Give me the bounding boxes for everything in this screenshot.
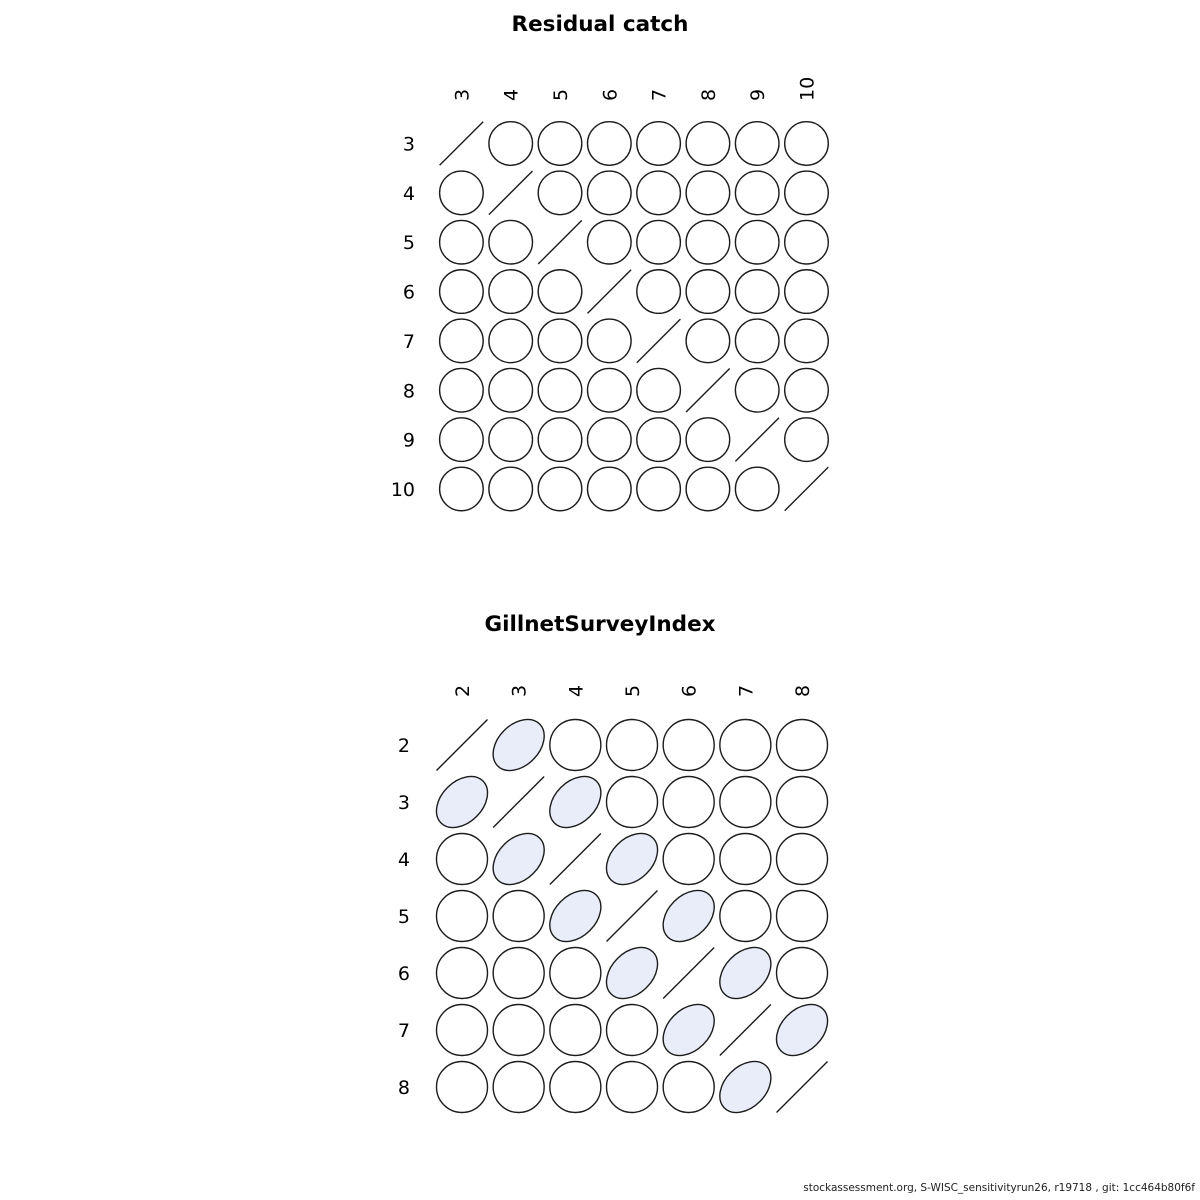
positive-corr-ellipse	[710, 938, 781, 1009]
col-label: 2	[452, 684, 474, 697]
col-label: 7	[735, 684, 758, 697]
zero-corr-circle	[726, 359, 788, 421]
row-label: 4	[402, 182, 415, 205]
zero-corr-circle	[480, 458, 542, 520]
col-label: 8	[792, 684, 815, 697]
zero-corr-circle	[539, 994, 611, 1066]
col-label: 8	[697, 88, 720, 101]
zero-corr-circle	[726, 261, 788, 323]
diagonal-line	[437, 720, 488, 771]
zero-corr-circle	[596, 1051, 668, 1123]
zero-corr-circle	[529, 359, 591, 421]
diagonal-line	[735, 418, 779, 462]
diagonal-line	[777, 1062, 828, 1113]
diagonal-line	[489, 171, 533, 215]
zero-corr-circle	[480, 261, 542, 323]
diagonal-line	[686, 368, 730, 412]
zero-corr-circle	[628, 409, 690, 471]
col-label: 6	[678, 684, 701, 697]
positive-corr-ellipse	[597, 824, 668, 895]
zero-corr-circle	[677, 162, 739, 224]
zero-corr-circle	[529, 162, 591, 224]
zero-corr-circle	[596, 709, 668, 781]
zero-corr-circle	[431, 261, 493, 323]
zero-corr-circle	[776, 261, 838, 323]
zero-corr-circle	[529, 261, 591, 323]
col-label: 10	[796, 76, 819, 101]
positive-corr-ellipse	[710, 1052, 781, 1123]
zero-corr-circle	[426, 823, 498, 895]
zero-corr-circle	[539, 1051, 611, 1123]
zero-corr-circle	[480, 211, 542, 273]
zero-corr-circle	[426, 994, 498, 1066]
row-label: 6	[397, 963, 410, 985]
diagonal-line	[663, 948, 714, 999]
col-label: 6	[599, 88, 622, 101]
row-label: 10	[390, 478, 415, 501]
footer-annotation: stockassessment.org, S-WISC_sensitivityrun26, r19718 , git: 1cc464b80f6f	[803, 1182, 1195, 1194]
zero-corr-circle	[426, 880, 498, 952]
zero-corr-circle	[709, 880, 781, 952]
zero-corr-circle	[677, 310, 739, 372]
zero-corr-circle	[709, 823, 781, 895]
zero-corr-circle	[483, 880, 555, 952]
row-label: 5	[402, 232, 415, 255]
zero-corr-circle	[431, 211, 493, 273]
diagonal-line	[550, 834, 601, 885]
zero-corr-circle	[529, 458, 591, 520]
zero-corr-circle	[776, 359, 838, 421]
zero-corr-circle	[628, 211, 690, 273]
row-label: 4	[397, 849, 410, 871]
row-label: 3	[402, 133, 415, 156]
zero-corr-circle	[766, 937, 838, 1009]
positive-corr-ellipse	[540, 881, 611, 952]
zero-corr-circle	[480, 113, 542, 175]
col-label: 4	[500, 88, 523, 101]
zero-corr-circle	[578, 113, 640, 175]
row-label: 3	[397, 792, 410, 814]
zero-corr-circle	[726, 113, 788, 175]
zero-corr-circle	[628, 359, 690, 421]
col-label: 5	[550, 88, 572, 101]
zero-corr-circle	[480, 409, 542, 471]
positive-corr-ellipse	[653, 995, 724, 1066]
correlation-matrix-0	[391, 12, 838, 520]
zero-corr-circle	[709, 709, 781, 781]
row-label: 8	[397, 1077, 410, 1099]
zero-corr-circle	[776, 310, 838, 372]
zero-corr-circle	[726, 458, 788, 520]
zero-corr-circle	[766, 823, 838, 895]
zero-corr-circle	[677, 113, 739, 175]
diagonal-line	[440, 122, 484, 166]
diagonal-line	[720, 1005, 771, 1056]
positive-corr-ellipse	[767, 995, 838, 1066]
zero-corr-circle	[431, 310, 493, 372]
col-label: 5	[622, 684, 645, 697]
zero-corr-circle	[628, 458, 690, 520]
zero-corr-circle	[653, 766, 725, 838]
zero-corr-circle	[709, 766, 781, 838]
zero-corr-circle	[483, 937, 555, 1009]
zero-corr-circle	[483, 994, 555, 1066]
zero-corr-circle	[431, 458, 493, 520]
zero-corr-circle	[596, 994, 668, 1066]
diagonal-line	[785, 467, 829, 511]
zero-corr-circle	[578, 409, 640, 471]
row-label: 9	[402, 429, 415, 452]
zero-corr-circle	[776, 409, 838, 471]
zero-corr-circle	[726, 211, 788, 273]
col-label: 9	[747, 88, 770, 101]
zero-corr-circle	[776, 211, 838, 273]
row-label: 5	[397, 906, 410, 928]
zero-corr-circle	[480, 359, 542, 421]
zero-corr-circle	[677, 261, 739, 323]
diagonal-line	[538, 220, 582, 264]
zero-corr-circle	[766, 880, 838, 952]
zero-corr-circle	[483, 1051, 555, 1123]
zero-corr-circle	[431, 409, 493, 471]
zero-corr-circle	[596, 766, 668, 838]
zero-corr-circle	[578, 458, 640, 520]
diagonal-line	[607, 891, 658, 942]
zero-corr-circle	[726, 310, 788, 372]
zero-corr-circle	[578, 310, 640, 372]
row-label: 7	[402, 330, 415, 353]
row-label: 6	[402, 281, 415, 304]
row-label: 7	[397, 1020, 410, 1042]
zero-corr-circle	[628, 261, 690, 323]
zero-corr-circle	[776, 113, 838, 175]
zero-corr-circle	[529, 310, 591, 372]
positive-corr-ellipse	[540, 767, 611, 838]
diagonal-line	[637, 319, 681, 363]
positive-corr-ellipse	[427, 767, 498, 838]
zero-corr-circle	[766, 709, 838, 781]
chart-title: GillnetSurveyIndex	[484, 612, 716, 637]
zero-corr-circle	[539, 937, 611, 1009]
zero-corr-circle	[539, 709, 611, 781]
zero-corr-circle	[677, 211, 739, 273]
col-label: 3	[451, 88, 474, 101]
col-label: 7	[648, 88, 671, 101]
positive-corr-ellipse	[483, 710, 554, 781]
col-label: 3	[508, 684, 531, 697]
row-label: 8	[402, 380, 415, 403]
zero-corr-circle	[578, 211, 640, 273]
zero-corr-circle	[431, 359, 493, 421]
zero-corr-circle	[529, 113, 591, 175]
zero-corr-circle	[677, 409, 739, 471]
chart-title: Residual catch	[511, 12, 689, 37]
zero-corr-circle	[480, 310, 542, 372]
positive-corr-ellipse	[597, 938, 668, 1009]
zero-corr-circle	[426, 1051, 498, 1123]
zero-corr-circle	[431, 162, 493, 224]
zero-corr-circle	[776, 162, 838, 224]
positive-corr-ellipse	[653, 881, 724, 952]
zero-corr-circle	[578, 359, 640, 421]
zero-corr-circle	[628, 113, 690, 175]
zero-corr-circle	[653, 1051, 725, 1123]
col-label: 4	[565, 684, 588, 697]
zero-corr-circle	[578, 162, 640, 224]
row-label: 2	[397, 735, 410, 757]
zero-corr-circle	[529, 409, 591, 471]
zero-corr-circle	[653, 823, 725, 895]
zero-corr-circle	[726, 162, 788, 224]
positive-corr-ellipse	[483, 824, 554, 895]
zero-corr-circle	[426, 937, 498, 1009]
correlation-matrix-1	[398, 612, 838, 1123]
zero-corr-circle	[653, 709, 725, 781]
zero-corr-circle	[677, 458, 739, 520]
zero-corr-circle	[766, 766, 838, 838]
diagonal-line	[493, 777, 544, 828]
zero-corr-circle	[628, 162, 690, 224]
diagonal-line	[588, 270, 632, 314]
